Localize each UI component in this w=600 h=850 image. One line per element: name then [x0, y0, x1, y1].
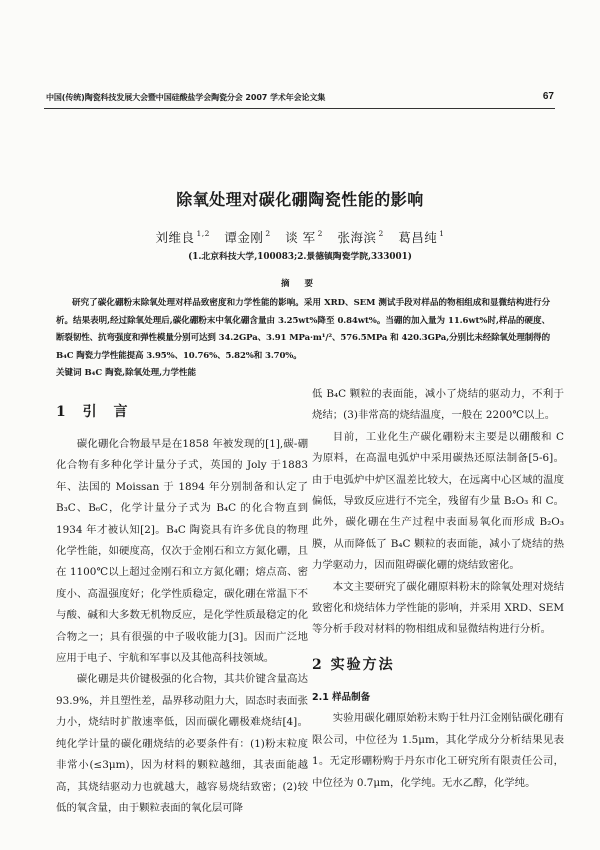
abstract-heading: 摘 要 — [281, 279, 319, 289]
paragraph: 碳化硼化合物最早是在1858 年被发现的[1],碳-硼化合物有多种化学计量分子式，英国的 Joly 于1883 年、法国的 Moissan 于 1894 年分别制备和认定了 B₃C、B₆C，化学计量分子式为 B₄C 的化合物直到1934 年才被认知[2]。B₄C 陶瓷具有许多优良的物理化学性能，如硬度高，仅次于金刚石和立方氮化硼，且在 1100℃以上超过金刚石和立方氮化硼；熔点高、密度小、高温强度好；化学性质稳定，碳化硼在常温下不与酸、碱和大多数无机物反应，是化学性质最稳定的化合物之一；具有很强的中子吸收能力[3]。因而广泛地应用于电子、宇航和军事以及其他高科技领域。 — [56, 438, 308, 665]
subsection-2-1-heading: 2.1 样品制备 — [312, 691, 371, 703]
section-1-heading: 1 引 言 — [56, 404, 134, 420]
header-rule — [44, 108, 555, 109]
author: 葛昌纯 $^1$ — [398, 229, 445, 245]
paragraph: 本文主要研究了碳化硼原料粉末的除氧处理对烧结致密化和烧结体力学性能的影响，并采用 XRD、SEM 等分析手段对材料的物相组成和显微结构进行分析。 — [312, 580, 564, 636]
author: 谈 军 $^2$ — [285, 229, 323, 245]
paragraph: 碳化硼是共价键极强的化合物，其共价键含量高达 93.9%，并且塑性差，晶界移动阻力大，固态时表面张力小，烧结时扩散速率低，因而碳化硼极难烧结[4]。纯化学计量的碳化硼烧结的必要条件有：(1)粉末粒度非常小(≤3μm)，因为材料的颗粒越细，其表面能越高，其烧结驱动力也就越大，越容易烧结致密；(2)较低的氧含量，由于颗粒表面的氧化层可降 — [56, 673, 308, 814]
author: 刘维良 $^{1,2}$ — [155, 229, 210, 245]
keywords-label: 关键词 — [56, 368, 82, 378]
paper-title: 除氧处理对碳化硼陶瓷性能的影响 — [176, 190, 424, 209]
journal-title: 中国(传统)陶瓷科技发展大会暨中国硅酸盐学会陶瓷分会 2007 学术年会论文集 — [46, 93, 326, 102]
page-number: 67 — [542, 91, 554, 102]
section-2-heading: 2 实验方法 — [312, 656, 395, 673]
keywords — [56, 366, 550, 378]
keywords-value: B₄C 陶瓷,除氧处理,力学性能 — [84, 368, 197, 378]
author: 张海滨 $^2$ — [337, 229, 384, 245]
left-column — [56, 400, 308, 819]
abstract-text: 研究了碳化硼粉末除氧处理对样品致密度和力学性能的影响。采用 XRD、SEM 测试手段对样品的物相组成和显微结构进行分析。结果表明,经过除氧处理后,碳化硼粉末中氧化硼含量由 3.25wt%降至 0.84wt%。当硼的加入量为 11.6wt%时,样品的硬度、断裂韧性、抗弯强度和弹性模量分别可达到 34.2GPa、3.91 MPa·m¹/²、576.5MPa 和 420.3GPa,分别比未经除氧处理制得的 B₄C 陶瓷力学性能提高 3.95%、10.76%、5.82%和 3.70%。 — [56, 298, 550, 361]
paragraph: 低 B₄C 颗粒的表面能，减小了烧结的驱动力，不利于烧结；(3)非常高的烧结温度，一般在 2200℃以上。 — [312, 388, 564, 422]
running-header — [46, 92, 554, 108]
author: 谭金刚 $^2$ — [224, 229, 271, 245]
right-column — [312, 384, 564, 794]
affiliation: (1.北京科技大学,100083;2.景德镇陶瓷学院,333001) — [188, 252, 412, 262]
paragraph: 目前，工业化生产碳化硼粉末主要是以硼酸和 C 为原料，在高温电弧炉中采用碳热还原法制备[5-6]。由于电弧炉中炉区温差比较大，在远离中心区域的温度偏低，导致反应进行不完全，残留有少量 B₂O₃ 和 C。此外，碳化硼在生产过程中表面易氧化而形成 B₂O₃ 膜，从而降低了 B₄C 颗粒的表面能，减小了烧结的热力学驱动力，因而阻碍碳化硼的烧结致密化。 — [312, 430, 564, 572]
paragraph: 实验用碳化硼原始粉末购于牡丹江金刚钻碳化硼有限公司，中位径为 1.5μm，其化学成分分析结果见表 1。无定形硼粉购于丹东市化工研究所有限责任公司，中位径为 0.7μm，化学纯。无水乙醇，化学纯。 — [312, 712, 564, 789]
author-list — [0, 228, 600, 246]
